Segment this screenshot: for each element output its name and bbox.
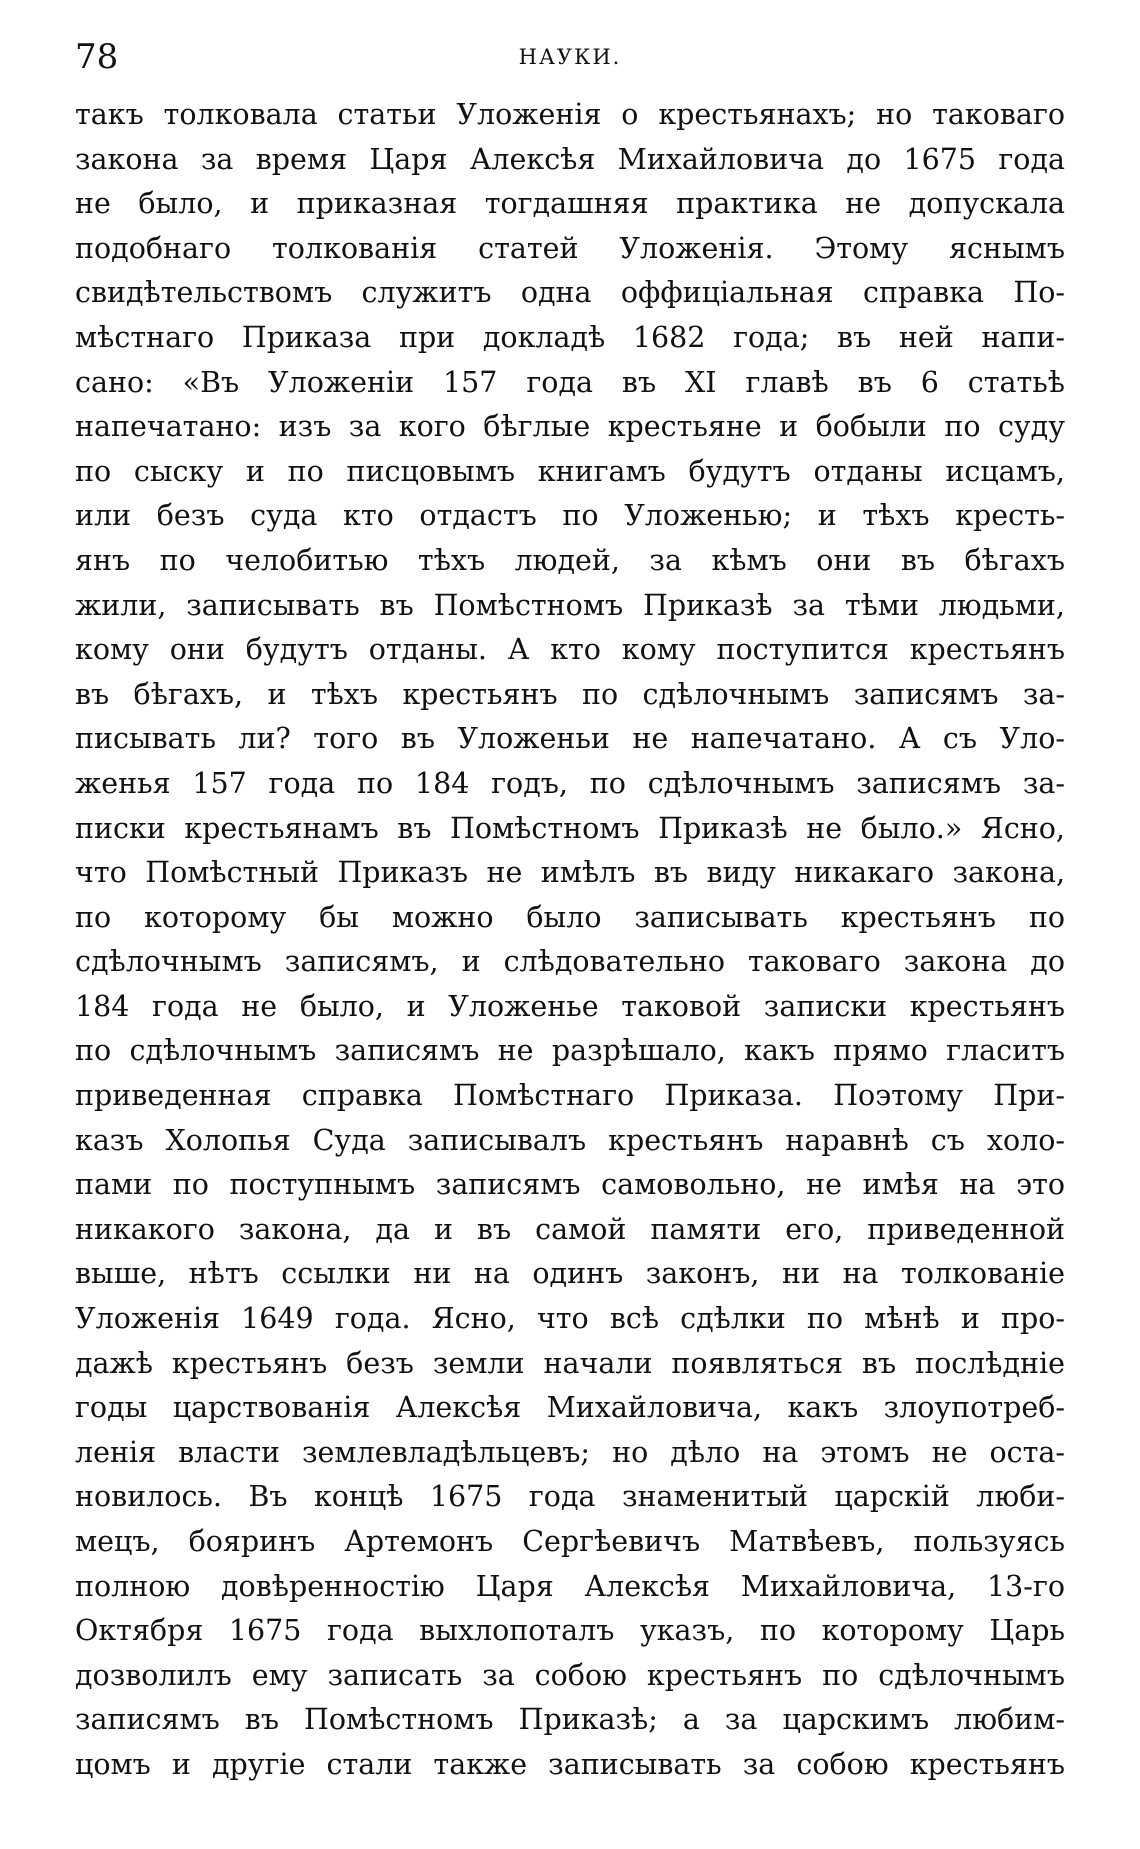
text-line: закона за время Царя Алексѣя Михайловича до 1675 года xyxy=(75,142,1065,176)
text-line: кому они будутъ отданы. А кто кому поступится крестьянъ xyxy=(75,633,1065,667)
text-line: ленія власти землевладѣльцевъ; но дѣло на этомъ не оста- xyxy=(75,1435,1065,1469)
text-line: полною довѣренностію Царя Алексѣя Михайловича, 13-го xyxy=(75,1569,1065,1603)
text-line: 184 года не было, и Уложенье таковой записки крестьянъ xyxy=(75,989,1065,1023)
text-line: по которому бы можно было записывать крестьянъ по xyxy=(75,900,1065,934)
text-line: пами по поступнымъ записямъ самовольно, не имѣя на это xyxy=(75,1168,1065,1202)
text-line: дозволилъ ему записать за собою крестьянъ по сдѣлочнымъ xyxy=(75,1658,1065,1692)
text-line: по сыску и по писцовымъ книгамъ будутъ отданы исцамъ, xyxy=(75,454,1065,488)
text-line: новилось. Въ концѣ 1675 года знаменитый царскій люби- xyxy=(75,1480,1065,1514)
text-line: янъ по челобитью тѣхъ людей, за кѣмъ они въ бѣгахъ xyxy=(75,543,1065,577)
text-line: напечатано: изъ за кого бѣглые крестьяне и бобыли по суду xyxy=(75,410,1065,444)
text-line: сано: «Въ Уложеніи 157 года въ XI главѣ въ 6 статьѣ xyxy=(75,365,1065,399)
body-text xyxy=(75,93,1065,1788)
text-line: писки крестьянамъ въ Помѣстномъ Приказѣ не было.» Ясно, xyxy=(75,811,1065,845)
text-line: мѣстнаго Приказа при докладѣ 1682 года; въ ней напи- xyxy=(75,320,1065,354)
text-line: женья 157 года по 184 годъ, по сдѣлочнымъ записямъ за- xyxy=(75,766,1065,800)
page-header xyxy=(75,32,1065,82)
text-line: свидѣтельствомъ служитъ одна оффиціальная справка По- xyxy=(75,276,1065,310)
page-number: 78 xyxy=(75,37,119,77)
text-line: въ бѣгахъ, и тѣхъ крестьянъ по сдѣлочнымъ записямъ за- xyxy=(75,677,1065,711)
text-line: Уложенія 1649 года. Ясно, что всѣ сдѣлки по мѣнѣ и про- xyxy=(75,1302,1065,1336)
text-line: такъ толковала статьи Уложенія о крестьянахъ; но таковаго xyxy=(75,98,1065,131)
running-head: НАУКИ. xyxy=(518,45,622,69)
text-line: Октября 1675 года выхлопоталъ указъ, по которому Царь xyxy=(75,1614,1065,1648)
text-line: никакого закона, да и въ самой памяти его, приведенной xyxy=(75,1212,1065,1246)
text-line: по сдѣлочнымъ записямъ не разрѣшало, какъ прямо гласитъ xyxy=(75,1034,1065,1068)
text-line: мецъ, бояринъ Артемонъ Сергѣевичъ Матвѣевъ, пользуясь xyxy=(75,1525,1065,1558)
text-line: писывать ли? того въ Уложеньи не напечатано. А съ Уло- xyxy=(75,722,1065,756)
text-line: жили, записывать въ Помѣстномъ Приказѣ за тѣми людьми, xyxy=(75,588,1065,622)
text-line: выше, нѣтъ ссылки ни на одинъ законъ, ни на толкованіе xyxy=(75,1257,1065,1291)
text-line: подобнаго толкованія статей Уложенія. Этому яснымъ xyxy=(75,231,1065,265)
text-line: не было, и приказная тогдашняя практика не допускала xyxy=(75,187,1065,221)
text-line: или безъ суда кто отдастъ по Уложенью; и тѣхъ кресть- xyxy=(75,499,1065,533)
text-line: что Помѣстный Приказъ не имѣлъ въ виду никакаго закона, xyxy=(75,856,1065,890)
text-line: дажѣ крестьянъ безъ земли начали появляться въ послѣдніе xyxy=(75,1346,1065,1380)
text-line: записямъ въ Помѣстномъ Приказѣ; а за царскимъ любим- xyxy=(75,1703,1065,1737)
text-line: цомъ и другіе стали также записывать за собою крестьянъ xyxy=(75,1747,1065,1781)
text-line: годы царствованія Алексѣя Михайловича, какъ злоупотреб- xyxy=(75,1391,1065,1425)
text-line: сдѣлочнымъ записямъ, и слѣдовательно таковаго закона до xyxy=(75,945,1065,979)
text-line: приведенная справка Помѣстнаго Приказа. Поэтому При- xyxy=(75,1079,1065,1113)
text-line: казъ Холопья Суда записывалъ крестьянъ наравнѣ съ холо- xyxy=(75,1123,1065,1157)
